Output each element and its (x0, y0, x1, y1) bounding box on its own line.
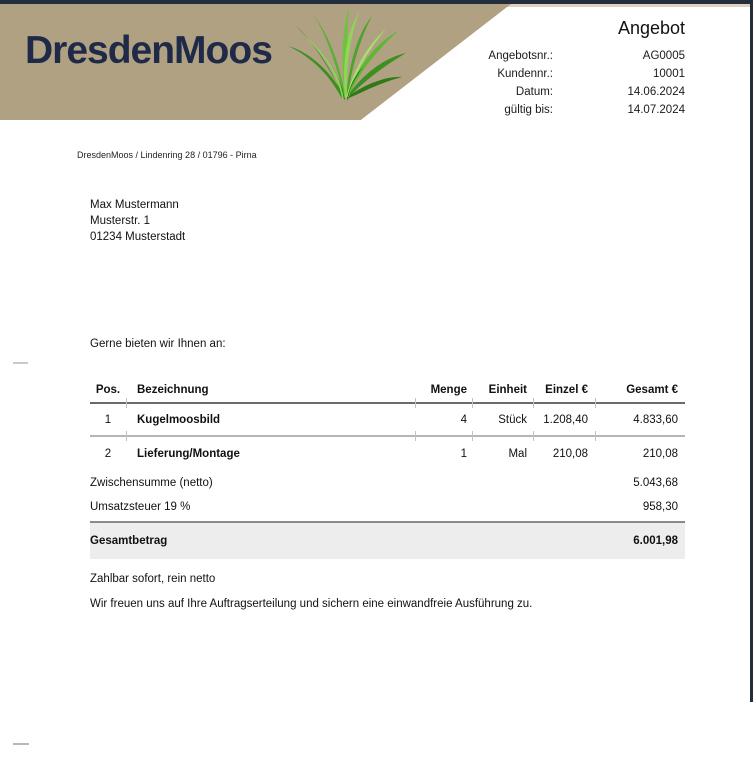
intro-line: Gerne bieten wir Ihnen an: (90, 338, 226, 350)
row-unit-price: 1.208,40 (543, 413, 588, 426)
viewer-top-bar (0, 0, 753, 4)
subtotal-row (90, 471, 685, 495)
vat-row (90, 495, 685, 519)
customer-number-value: 10001 (653, 68, 685, 80)
header-pos: Pos. (95, 383, 121, 396)
document-title: Angebot (617, 18, 685, 38)
row-total: 210,08 (642, 447, 678, 460)
meta-row-valid-until (488, 101, 685, 119)
fold-mark (13, 743, 29, 745)
date-value: 14.06.2024 (627, 86, 685, 98)
column-divider-tick (533, 398, 534, 408)
valid-until-label: gültig bis: (504, 104, 553, 116)
header-name: Bezeichnung (137, 383, 209, 396)
meta-row-date (488, 83, 685, 101)
offer-number-value: AG0005 (642, 50, 685, 62)
customer-number-label: Kundennr.: (497, 68, 553, 80)
meta-row-offer-number (488, 47, 685, 65)
meta-row-customer-number (488, 65, 685, 83)
table-row (90, 437, 685, 470)
column-divider-tick (472, 398, 473, 408)
header-total: Gesamt € (626, 383, 678, 396)
row-unit: Mal (508, 447, 527, 460)
offer-number-label: Angebotsnr.: (488, 50, 553, 62)
column-divider-tick (415, 431, 416, 441)
column-divider-tick (595, 431, 596, 441)
grass-logo-icon (283, 5, 409, 102)
header-unit: Einheit (488, 383, 527, 396)
grand-total-label: Gesamtbetrag (90, 535, 168, 547)
recipient-name: Max Mustermann (90, 199, 179, 211)
column-divider-tick (472, 431, 473, 441)
fold-mark (13, 362, 28, 364)
row-qty: 4 (460, 413, 467, 426)
row-item-name: Kugelmoosbild (137, 413, 221, 426)
company-name: DresdenMoos (25, 29, 272, 72)
recipient-city: 01234 Musterstadt (90, 231, 186, 243)
row-unit-price: 210,08 (552, 447, 588, 460)
row-pos: 1 (104, 413, 112, 426)
row-unit: Stück (498, 413, 527, 426)
row-item-name: Lieferung/Montage (137, 447, 240, 460)
closing-line: Wir freuen uns auf Ihre Auftragserteilung und sichern eine einwandfreie Ausführung zu. (90, 598, 533, 610)
recipient-address-block (90, 197, 185, 245)
sender-address-line: DresdenMoos / Lindenring 28 / 01796 - Pirna (77, 150, 257, 160)
row-total: 4.833,60 (633, 413, 678, 426)
grand-total-row (90, 521, 685, 559)
column-divider-tick (533, 431, 534, 441)
header-unit-price: Einzel € (545, 383, 588, 396)
document-meta-block (488, 18, 685, 119)
items-table (90, 377, 685, 470)
row-pos: 2 (104, 447, 112, 460)
header-qty: Menge (430, 383, 467, 396)
column-divider-tick (415, 398, 416, 408)
row-qty: 1 (460, 447, 467, 460)
totals-section (90, 471, 685, 519)
subtotal-value: 5.043,68 (633, 477, 678, 489)
date-label: Datum: (515, 86, 553, 98)
grand-total-value: 6.001,98 (633, 535, 678, 547)
column-divider-tick (595, 398, 596, 408)
valid-until-value: 14.07.2024 (627, 104, 685, 116)
vat-value: 958,30 (642, 501, 678, 513)
vat-label: Umsatzsteuer 19 % (90, 501, 191, 513)
recipient-street: Musterstr. 1 (90, 215, 151, 227)
column-divider-tick (126, 398, 127, 408)
subtotal-label: Zwischensumme (netto) (90, 477, 213, 489)
column-divider-tick (126, 431, 127, 441)
payment-terms-line: Zahlbar sofort, rein netto (90, 573, 216, 585)
